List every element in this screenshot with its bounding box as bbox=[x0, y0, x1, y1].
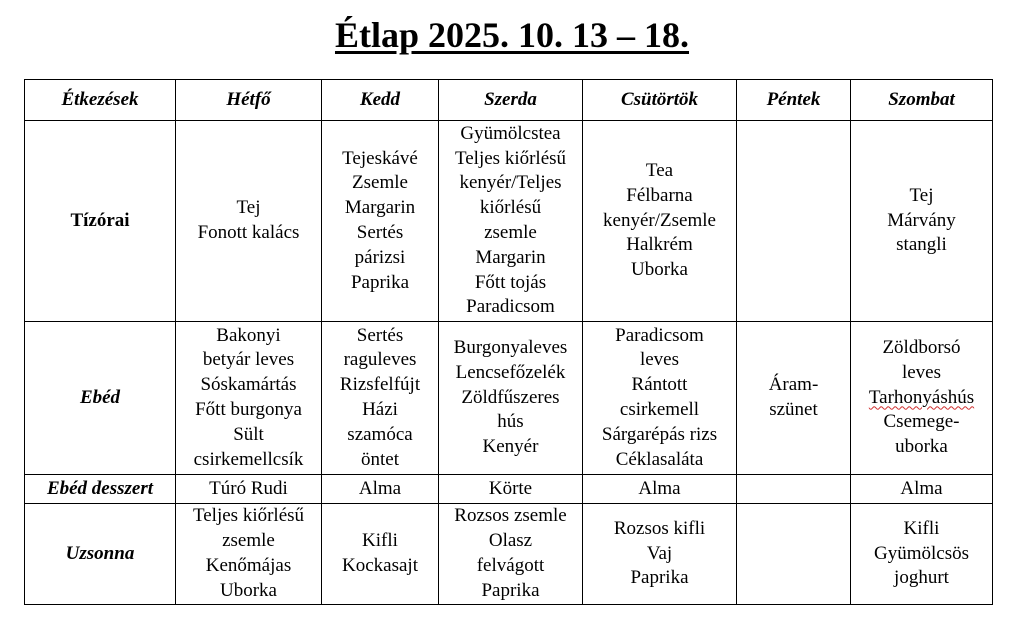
menu-item-line: Lencsefőzelék bbox=[455, 361, 566, 383]
menu-item-line: Tea bbox=[645, 160, 674, 181]
menu-item-line: hús bbox=[497, 411, 524, 433]
menu-item-line: Sárgarépás rizs bbox=[601, 423, 718, 445]
row-label-ebed: Ebéd bbox=[25, 322, 176, 475]
menu-item-line: Bakonyi bbox=[216, 324, 281, 346]
cell-uzsonna-friday bbox=[737, 504, 851, 605]
cell-desszert-saturday bbox=[851, 475, 993, 504]
menu-item-line: szünet bbox=[769, 399, 818, 420]
menu-item-line: Tej bbox=[236, 197, 261, 219]
cell-uzsonna-wednesday bbox=[439, 504, 583, 605]
menu-item-line: kenyér/Zsemle bbox=[603, 209, 716, 231]
cell-ebed-saturday bbox=[851, 322, 993, 475]
menu-item-line: Kifli bbox=[362, 530, 398, 552]
menu-item-line: Burgonyaleves bbox=[453, 337, 568, 358]
menu-item-line: Rizsfelfújt bbox=[339, 374, 421, 396]
menu-item-line: Alma bbox=[638, 477, 681, 499]
cell-tizorai-saturday bbox=[851, 121, 993, 322]
row-label-tizorai: Tízórai bbox=[25, 121, 176, 322]
menu-item-line: Zsemle bbox=[352, 172, 408, 194]
cell-desszert-friday bbox=[737, 475, 851, 504]
header-meals: Étkezések bbox=[25, 80, 176, 121]
menu-item-line: Gyümölcstea bbox=[460, 122, 561, 144]
menu-item-line: betyár leves bbox=[202, 349, 295, 371]
row-label-uzsonna: Uzsonna bbox=[25, 504, 176, 605]
cell-tizorai-monday bbox=[176, 121, 322, 322]
cell-ebed-wednesday bbox=[439, 322, 583, 475]
cell-tizorai-tuesday bbox=[322, 121, 439, 322]
menu-item-line: Teljes kiőrlésű bbox=[454, 147, 567, 169]
header-tuesday: Kedd bbox=[322, 80, 439, 121]
menu-item-line: Paprika bbox=[481, 579, 540, 601]
menu-item-line: Sóskamártás bbox=[200, 374, 297, 396]
menu-item-line: Rozsos zsemle bbox=[454, 505, 567, 527]
menu-item-line: Uborka bbox=[220, 579, 277, 601]
menu-item-line: Túró Rudi bbox=[209, 477, 288, 499]
menu-item-line: Uborka bbox=[631, 259, 688, 281]
menu-item-line: Gyümölcsös bbox=[874, 542, 969, 564]
page-title: Étlap 2025. 10. 13 – 18. bbox=[334, 15, 690, 55]
cell-desszert-thursday bbox=[583, 475, 737, 504]
menu-item-line: Vaj bbox=[646, 542, 673, 564]
menu-item-line: Kenyér bbox=[482, 436, 539, 458]
menu-item-line: Teljes kiőrlésű bbox=[192, 505, 305, 527]
menu-item-line: raguleves bbox=[343, 349, 417, 371]
menu-item-line: Alma bbox=[358, 477, 402, 499]
header-row bbox=[25, 80, 993, 121]
menu-item-line: Sertés bbox=[356, 222, 404, 243]
menu-item-line: uborka bbox=[895, 436, 948, 458]
menu-item-line: kiőrlésű bbox=[479, 197, 542, 219]
menu-item-line: Áram- bbox=[768, 374, 819, 396]
menu-item-line: Márvány bbox=[887, 209, 956, 231]
menu-item-line: Kenőmájas bbox=[205, 555, 292, 576]
row-tizorai bbox=[25, 121, 993, 322]
cell-ebed-friday bbox=[737, 322, 851, 475]
menu-item-line: Margarin bbox=[344, 197, 416, 219]
menu-item-line: párizsi bbox=[354, 246, 406, 268]
menu-item-line: Paprika bbox=[350, 271, 410, 293]
menu-item-line: Tarhonyáshús bbox=[868, 386, 975, 408]
menu-item-line: Paradicsom bbox=[466, 296, 555, 318]
menu-item-line: Főtt burgonya bbox=[195, 399, 302, 420]
menu-item-line: Körte bbox=[488, 477, 533, 499]
menu-item-line: Félbarna bbox=[626, 184, 693, 206]
menu-item-line: Főtt tojás bbox=[474, 271, 547, 293]
menu-item-line: felvágott bbox=[476, 555, 545, 576]
menu-item-line: öntet bbox=[361, 448, 399, 470]
menu-item-line: zsemle bbox=[484, 222, 537, 243]
row-label-desszert: Ebéd desszert bbox=[25, 475, 176, 504]
menu-item-line: Rozsos kifli bbox=[613, 517, 706, 539]
menu-item-line: Csemege- bbox=[883, 411, 960, 433]
cell-desszert-wednesday bbox=[439, 475, 583, 504]
cell-desszert-monday bbox=[176, 475, 322, 504]
menu-item-line: Sült bbox=[233, 423, 264, 445]
menu-item-line: Margarin bbox=[475, 246, 546, 268]
menu-item-line: Paradicsom bbox=[615, 324, 704, 346]
menu-item-line: Céklasaláta bbox=[615, 448, 704, 470]
menu-item-line: stangli bbox=[896, 234, 947, 256]
row-uzsonna bbox=[25, 504, 993, 605]
menu-item-line: kenyér/Teljes bbox=[459, 172, 562, 194]
menu-item-line: Fonott kalács bbox=[197, 222, 300, 243]
menu-item-line: Zöldfűszeres bbox=[461, 386, 560, 408]
header-monday: Hétfő bbox=[176, 80, 322, 121]
menu-item-line: leves bbox=[901, 361, 942, 383]
menu-item-line: Rántott bbox=[631, 374, 688, 396]
menu-item-line: Tejeskávé bbox=[342, 147, 418, 169]
cell-uzsonna-thursday bbox=[583, 504, 737, 605]
menu-item-line: Tej bbox=[909, 184, 934, 206]
menu-item-line: joghurt bbox=[894, 567, 949, 589]
cell-tizorai-wednesday bbox=[439, 121, 583, 322]
cell-desszert-tuesday bbox=[322, 475, 439, 504]
cell-uzsonna-saturday bbox=[851, 504, 993, 605]
menu-item-line: leves bbox=[639, 349, 680, 371]
cell-uzsonna-monday bbox=[176, 504, 322, 605]
cell-ebed-tuesday bbox=[322, 322, 439, 475]
cell-ebed-thursday bbox=[583, 322, 737, 475]
menu-item-line: Házi bbox=[362, 399, 398, 420]
cell-uzsonna-tuesday bbox=[322, 504, 439, 605]
menu-item-line: Olasz bbox=[488, 530, 533, 552]
menu-item-line: Halkrém bbox=[626, 234, 693, 256]
cell-tizorai-friday bbox=[737, 121, 851, 322]
menu-item-line: zsemle bbox=[222, 530, 275, 552]
header-friday: Péntek bbox=[737, 80, 851, 121]
menu-item-line: Sertés bbox=[356, 324, 404, 346]
menu-item-line: Zöldborsó bbox=[882, 337, 961, 358]
cell-tizorai-thursday bbox=[583, 121, 737, 322]
header-wednesday: Szerda bbox=[439, 80, 583, 121]
cell-ebed-monday bbox=[176, 322, 322, 475]
menu-item-line: csirkemell bbox=[619, 399, 700, 420]
menu-table bbox=[24, 79, 993, 605]
menu-item-line: csirkemellcsík bbox=[193, 448, 304, 470]
row-desszert bbox=[25, 475, 993, 504]
menu-item-line: Kifli bbox=[903, 517, 940, 539]
header-saturday: Szombat bbox=[851, 80, 993, 121]
menu-item-line: Alma bbox=[900, 477, 943, 499]
menu-item-line: Kockasajt bbox=[342, 555, 418, 576]
header-thursday: Csütörtök bbox=[583, 80, 737, 121]
menu-item-line: Paprika bbox=[630, 567, 689, 589]
row-ebed bbox=[25, 322, 993, 475]
menu-item-line: szamóca bbox=[347, 423, 413, 445]
